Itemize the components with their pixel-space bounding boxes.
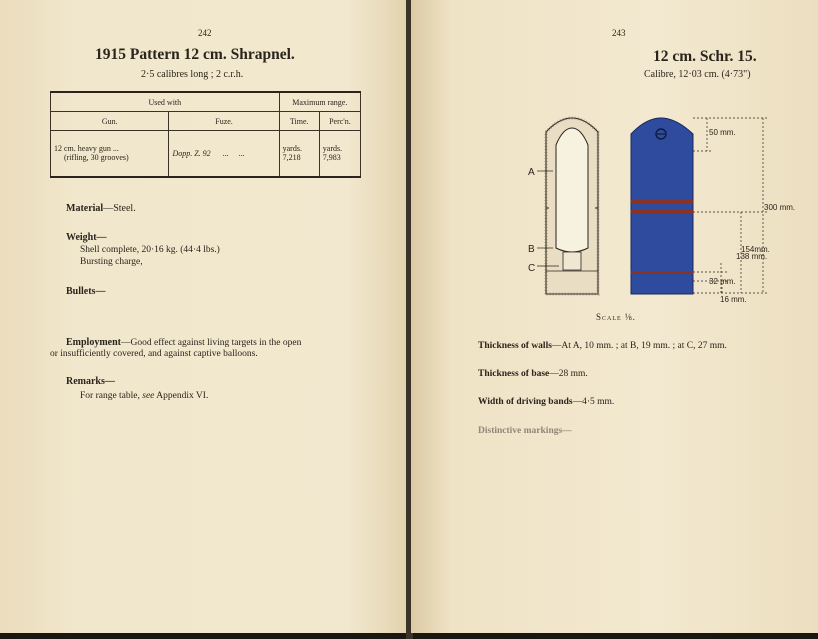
- shell-section-drawing: [546, 118, 598, 294]
- driving-band: [631, 271, 693, 274]
- range-table: [50, 91, 361, 178]
- red-band-upper: [631, 200, 693, 203]
- remarks-prefix: For range table,: [80, 391, 143, 401]
- gun-line-2: (rifling, 30 grooves): [64, 153, 129, 163]
- left-page: [0, 0, 408, 633]
- fuze-value: Dopp. Z. 92: [172, 148, 211, 158]
- bullets-label: Bullets—: [66, 286, 106, 297]
- scale-label: Scale ⅛.: [596, 312, 636, 322]
- header-perc: Perc'n.: [319, 112, 360, 131]
- material-text: —Steel.: [103, 203, 136, 214]
- fuze-dots-2: ...: [238, 148, 245, 158]
- header-gun: Gun.: [51, 112, 169, 131]
- cell-time: [279, 131, 319, 177]
- page-number: 243: [612, 28, 626, 38]
- dim-32: 32 mm.: [709, 277, 736, 286]
- dimension-lines: [693, 118, 769, 293]
- header-used-with: Used with: [51, 92, 280, 112]
- walls-entry: [478, 341, 727, 351]
- dim-50: 50 mm.: [709, 128, 736, 137]
- bands-text: —4·5 mm.: [572, 397, 615, 407]
- label-c: C: [528, 263, 536, 274]
- fuze-dots-1: ...: [222, 148, 229, 158]
- time-unit: yards.: [282, 144, 302, 154]
- walls-text: —At A, 10 mm. ; at B, 19 mm. ; at C, 27 mm.: [551, 341, 727, 351]
- weight-line-1: Shell complete, 20·16 kg. (44·4 lbs.): [80, 245, 220, 255]
- cell-gun: [51, 131, 169, 177]
- remarks-text: [80, 391, 208, 401]
- base-text: —28 mm.: [549, 369, 588, 379]
- employment-label: Employment: [66, 337, 121, 348]
- bands-entry: [478, 397, 614, 407]
- base-label: Thickness of base: [478, 369, 550, 379]
- bands-label: Width of driving bands: [478, 397, 573, 407]
- dim-16: 16 mm.: [720, 295, 747, 304]
- cell-fuze: [169, 131, 279, 177]
- page-title: 1915 Pattern 12 cm. Shrapnel.: [95, 46, 295, 63]
- header-max-range: Maximum range.: [279, 92, 360, 112]
- right-page: [411, 0, 818, 633]
- material-label: Material: [66, 203, 104, 214]
- gun-line-1: 12 cm. heavy gun ...: [54, 144, 119, 154]
- remarks-see: see: [142, 391, 155, 401]
- red-band-lower: [631, 210, 693, 213]
- perc-unit: yards.: [322, 144, 343, 154]
- label-a: A: [528, 167, 535, 178]
- weight-line-2: Bursting charge,: [80, 257, 143, 267]
- header-fuze: Fuze.: [169, 112, 279, 131]
- page-title: 12 cm. Schr. 15.: [653, 48, 757, 65]
- employment-line-2: or insufficiently covered, and against captive balloons.: [50, 349, 258, 359]
- weight-label: Weight—: [66, 232, 107, 243]
- page-number: 242: [198, 28, 212, 38]
- material-entry: [66, 203, 136, 214]
- markings-label: Distinctive markings—: [478, 426, 572, 436]
- page-subtitle: Calibre, 12·03 cm. (4·73"): [644, 69, 751, 80]
- header-time: Time.: [279, 112, 319, 131]
- time-value: 7,218: [282, 153, 301, 163]
- employment-line-1: —Good effect against living targets in the open: [121, 338, 302, 348]
- shell-elevation: [631, 118, 693, 294]
- shell-diagram: [411, 0, 818, 330]
- label-b: B: [528, 244, 535, 255]
- perc-value: 7,983: [322, 153, 341, 163]
- dim-138: 138 mm.: [736, 252, 768, 261]
- dim-300: 300 mm.: [764, 203, 796, 212]
- remarks-suffix: Appendix VI.: [154, 391, 209, 401]
- page-subtitle: 2·5 calibres long ; 2 c.r.h.: [141, 69, 244, 80]
- dim-154: 154mm.: [741, 245, 770, 254]
- remarks-label: Remarks—: [66, 376, 115, 387]
- cell-perc: [319, 131, 360, 177]
- walls-label: Thickness of walls: [478, 341, 552, 351]
- employment-entry: [66, 337, 301, 348]
- base-entry: [478, 369, 588, 379]
